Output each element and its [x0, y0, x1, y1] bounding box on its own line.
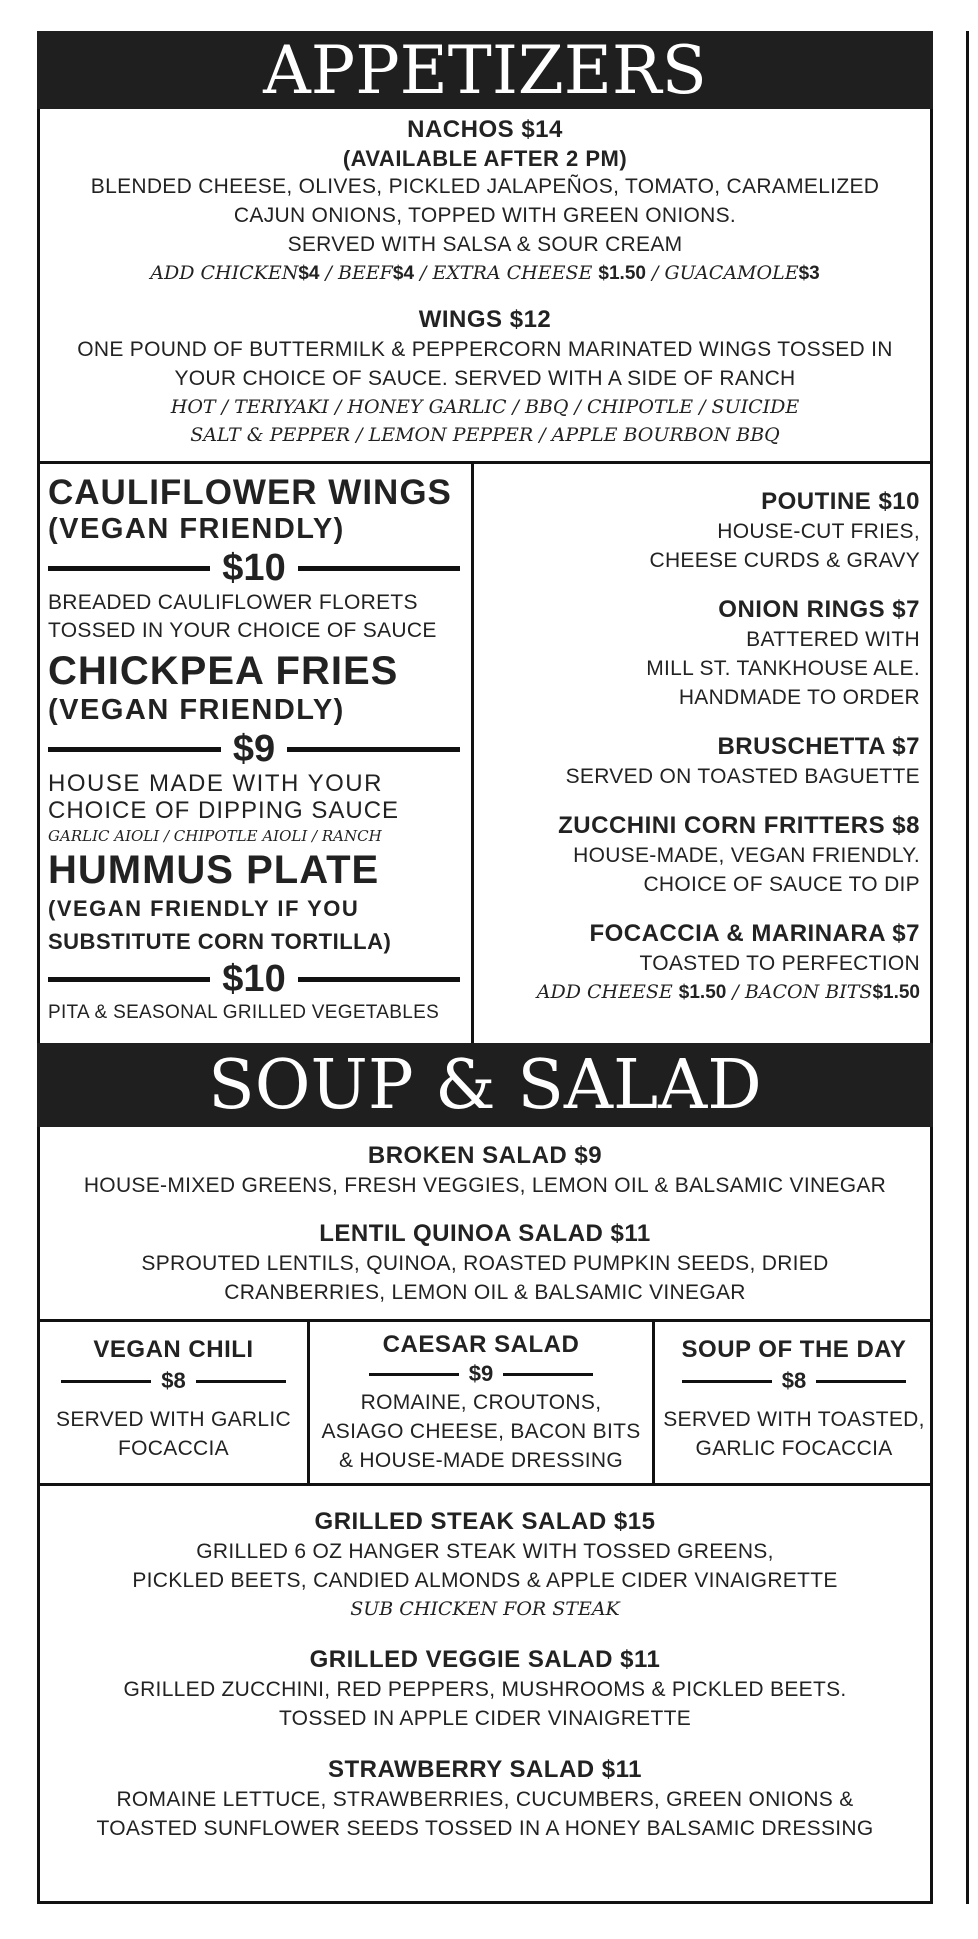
addon-cheese-price: $1.50 [678, 982, 727, 1003]
wings-item [40, 304, 930, 449]
steak-salad-desc-2: PICKLED BEETS, CANDIED ALMONDS & APPLE CIDER VINAIGRETTE [132, 1569, 838, 1592]
addon-bacon-bits-price: $1.50 [872, 982, 920, 1003]
addon-chicken-price: $4 [298, 263, 320, 284]
bruschetta-name: BRUSCHETTA $7 [717, 733, 920, 760]
nachos-item [40, 114, 930, 288]
chickpea-tag: (VEGAN FRIENDLY) [48, 694, 345, 726]
addon-cheese: ADD CHEESE [536, 981, 673, 1003]
hummus-tag-1: (VEGAN FRIENDLY IF YOU [48, 896, 360, 921]
price-rule [196, 1380, 286, 1383]
column-divider [471, 461, 474, 1051]
price-rule [48, 977, 210, 982]
vegan-column [48, 474, 460, 1026]
vegan-chili-name: VEGAN CHILI [93, 1336, 254, 1363]
zucchini-desc-2: CHOICE OF SAUCE TO DIP [643, 873, 920, 896]
vegan-chili-desc-2: FOCACCIA [118, 1437, 229, 1460]
soup-day-price: $8 [781, 1368, 807, 1393]
caesar-price-row [310, 1360, 652, 1388]
appetizers-title: APPETIZERS [263, 32, 707, 109]
strawberry-salad-desc-2: TOASTED SUNFLOWER SEEDS TOSSED IN A HONEY BALSAMIC DRESSING [96, 1817, 874, 1840]
wings-sauces-1: HOT / TERIYAKI / HONEY GARLIC / BBQ / CHIPOTLE / SUICIDE [170, 396, 800, 418]
nachos-desc-1: BLENDED CHEESE, OLIVES, PICKLED JALAPEÑOS, TOMATO, CARAMELIZED [90, 175, 880, 198]
cauliflower-tag: (VEGAN FRIENDLY) [48, 513, 345, 545]
broken-salad-desc-1: HOUSE-MIXED GREENS, FRESH VEGGIES, LEMON OIL & BALSAMIC VINEGAR [83, 1174, 887, 1197]
lentil-salad-name: LENTIL QUINOA SALAD $11 [319, 1220, 651, 1247]
hummus-name: HUMMUS PLATE [48, 848, 380, 892]
chickpea-price: $9 [232, 728, 276, 770]
soup-salad-title: SOUP & SALAD [208, 1046, 762, 1125]
steak-salad-name: GRILLED STEAK SALAD $15 [314, 1508, 656, 1535]
cauliflower-desc-1: BREADED CAULIFLOWER FLORETS [48, 591, 418, 614]
veggie-salad-desc-2: TOSSED IN APPLE CIDER VINAIGRETTE [278, 1707, 692, 1730]
onion-rings-desc-3: HANDMADE TO ORDER [678, 686, 920, 709]
addon-extra-cheese: EXTRA CHEESE [432, 262, 593, 284]
cauliflower-desc-2: TOSSED IN YOUR CHOICE OF SAUCE [48, 619, 437, 642]
wings-name: WINGS $12 [418, 306, 552, 333]
addon-guacamole: GUACAMOLE [664, 262, 799, 284]
hummus-price-row [48, 958, 460, 1000]
veggie-salad-desc-1: GRILLED ZUCCHINI, RED PEPPERS, MUSHROOMS & PICKLED BEETS. [123, 1678, 847, 1701]
poutine-desc-1: HOUSE-CUT FRIES, [717, 520, 920, 543]
soup-salad-banner [37, 1043, 933, 1127]
broken-salad-name: BROKEN SALAD $9 [367, 1142, 603, 1169]
caesar-box [310, 1329, 652, 1475]
soup-day-desc-2: GARLIC FOCACCIA [695, 1437, 893, 1460]
onion-rings-desc-2: MILL ST. TANKHOUSE ALE. [646, 657, 920, 680]
vegan-chili-price: $8 [161, 1368, 186, 1393]
divider [37, 461, 933, 464]
addon-guacamole-price: $3 [798, 263, 820, 284]
price-rule [48, 566, 210, 571]
caesar-desc-2: ASIAGO CHEESE, BACON BITS [321, 1420, 641, 1443]
steak-salad-sub: SUB CHICKEN FOR STEAK [350, 1598, 620, 1620]
addon-chicken: ADD CHICKEN [150, 262, 299, 284]
hummus-price: $10 [222, 958, 286, 1000]
appetizers-banner [37, 31, 933, 109]
strawberry-salad-name: STRAWBERRY SALAD $11 [327, 1756, 643, 1783]
price-rule [816, 1380, 906, 1383]
lentil-salad-desc-1: SPROUTED LENTILS, QUINOA, ROASTED PUMPKIN SEEDS, DRIED [141, 1252, 829, 1275]
chickpea-price-row [48, 728, 460, 770]
focaccia-desc-1: TOASTED TO PERFECTION [639, 952, 920, 975]
chickpea-name: CHICKPEA FRIES [48, 649, 399, 693]
price-rule [682, 1380, 772, 1383]
addon-beef-price: $4 [392, 263, 415, 284]
nachos-addons: ADD CHICKEN$4 / BEEF$4 / EXTRA CHEESE $1.50 / GUACAMOLE$3 [150, 262, 820, 284]
divider [37, 1319, 933, 1322]
steak-salad-desc-1: GRILLED 6 OZ HANGER STEAK WITH TOSSED GREENS, [196, 1540, 774, 1563]
price-rule [48, 747, 221, 752]
wings-desc-1: ONE POUND OF BUTTERMILK & PEPPERCORN MARINATED WINGS TOSSED IN [77, 338, 893, 361]
bruschetta-desc-1: SERVED ON TOASTED BAGUETTE [565, 765, 920, 788]
focaccia-name: FOCACCIA & MARINARA $7 [589, 920, 920, 947]
caesar-desc-1: ROMAINE, CROUTONS, [360, 1391, 602, 1414]
price-rule [298, 977, 460, 982]
soup-day-box [655, 1334, 933, 1463]
salads-bottom [40, 1506, 930, 1843]
caesar-desc-3: & HOUSE-MADE DRESSING [338, 1449, 623, 1472]
nachos-desc-2: CAJUN ONIONS, TOPPED WITH GREEN ONIONS. [233, 204, 737, 227]
vegan-chili-box [40, 1334, 307, 1463]
soup-day-price-row [655, 1367, 933, 1395]
veggie-salad-name: GRILLED VEGGIE SALAD $11 [309, 1646, 661, 1673]
addon-bacon-bits: BACON BITS [744, 981, 873, 1003]
right-edge-rule [966, 31, 969, 1904]
wings-sauces-2: SALT & PEPPER / LEMON PEPPER / APPLE BOURBON BBQ [190, 424, 780, 446]
hummus-desc: PITA & SEASONAL GRILLED VEGETABLES [48, 1002, 440, 1023]
poutine-desc-2: CHEESE CURDS & GRAVY [649, 549, 920, 572]
wings-desc-2: YOUR CHOICE OF SAUCE. SERVED WITH A SIDE OF RANCH [174, 367, 796, 390]
addon-beef: BEEF [337, 262, 393, 284]
cauliflower-name: CAULIFLOWER WINGS [48, 473, 452, 512]
price-rule [369, 1373, 459, 1376]
caesar-name: CAESAR SALAD [382, 1331, 580, 1358]
price-rule [503, 1373, 593, 1376]
price-rule [298, 566, 460, 571]
onion-rings-desc-1: BATTERED WITH [746, 628, 920, 651]
soup-day-name: SOUP OF THE DAY [681, 1336, 907, 1363]
zucchini-desc-1: HOUSE-MADE, VEGAN FRIENDLY. [573, 844, 920, 867]
poutine-name: POUTINE $10 [761, 488, 920, 515]
caesar-price: $9 [468, 1361, 494, 1386]
focaccia-addons: ADD CHEESE $1.50 / BACON BITS$1.50 [536, 981, 920, 1003]
lentil-salad-desc-2: CRANBERRIES, LEMON OIL & BALSAMIC VINEGAR [224, 1281, 746, 1304]
nachos-desc-3: SERVED WITH SALSA & SOUR CREAM [287, 233, 683, 256]
nachos-name: NACHOS $14 [407, 116, 563, 143]
price-rule [287, 747, 460, 752]
divider [37, 1483, 933, 1486]
appetizer-right-column [480, 486, 920, 1007]
addon-extra-cheese-price: $1.50 [598, 263, 646, 284]
vegan-chili-desc-1: SERVED WITH GARLIC [56, 1408, 291, 1431]
cauliflower-price-row [48, 547, 460, 589]
price-rule [61, 1380, 151, 1383]
chickpea-sauces: GARLIC AIOLI / CHIPOTLE AIOLI / RANCH [48, 827, 382, 845]
chickpea-desc-1: HOUSE MADE WITH YOUR [48, 770, 383, 797]
zucchini-name: ZUCCHINI CORN FRITTERS $8 [558, 812, 920, 839]
hummus-tag-2: SUBSTITUTE CORN TORTILLA) [48, 929, 392, 954]
strawberry-salad-desc-1: ROMAINE LETTUCE, STRAWBERRIES, CUCUMBERS, GREEN ONIONS & [116, 1788, 854, 1811]
vegan-chili-price-row [40, 1367, 307, 1395]
soup-day-desc-1: SERVED WITH TOASTED, [663, 1408, 925, 1431]
onion-rings-name: ONION RINGS $7 [718, 596, 920, 623]
nachos-note: (AVAILABLE AFTER 2 PM) [342, 146, 628, 171]
cauliflower-price: $10 [222, 547, 286, 589]
chickpea-desc-2: CHOICE OF DIPPING SAUCE [48, 797, 400, 824]
salads-top [40, 1140, 930, 1307]
